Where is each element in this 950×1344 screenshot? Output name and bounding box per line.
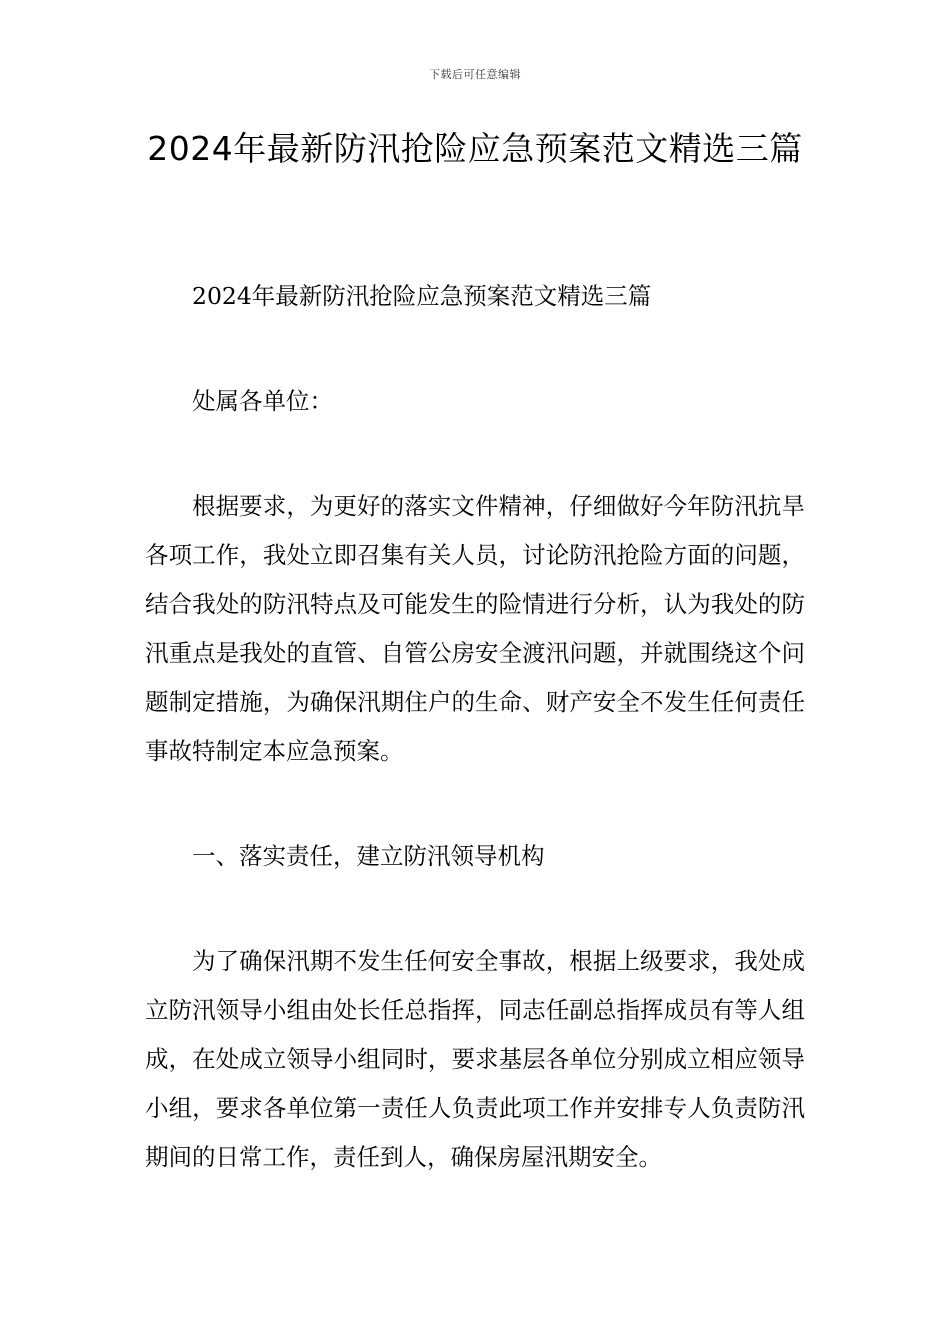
salutation-paragraph: 处属各单位： (192, 387, 333, 415)
section-heading-1: 一、落实责任，建立防汛领导机构 (192, 842, 545, 870)
subtitle-paragraph: 2024年最新防汛抢险应急预案范文精选三篇 (192, 282, 652, 310)
intro-paragraph: 根据要求，为更好的落实文件精神，仔细做好今年防汛抗旱各项工作，我处立即召集有关人员，讨论防汛抢险方面的问题，结合我处的防汛特点及可能发生的险情进行分析，认为我处的防汛重点是我处的直管、自管公房安全渡汛问题，并就围绕这个问题制定措施，为确保汛期住户的生命、财产安全不发生任何责任事故特制定本应急预案。 (145, 492, 805, 765)
header-note: 下载后可任意编辑 (429, 68, 521, 81)
document-body (145, 272, 805, 1182)
document-title: 2024年最新防汛抢险应急预案范文精选三篇 (147, 129, 803, 168)
section-1-paragraph: 为了确保汛期不发生任何安全事故，根据上级要求，我处成立防汛领导小组由处长任总指挥，同志任副总指挥成员有等人组成，在处成立领导小组同时，要求基层各单位分别成立相应领导小组，要求各单位第一责任人负责此项工作并安排专人负责防汛期间的日常工作，责任到人，确保房屋汛期安全。 (145, 947, 805, 1171)
